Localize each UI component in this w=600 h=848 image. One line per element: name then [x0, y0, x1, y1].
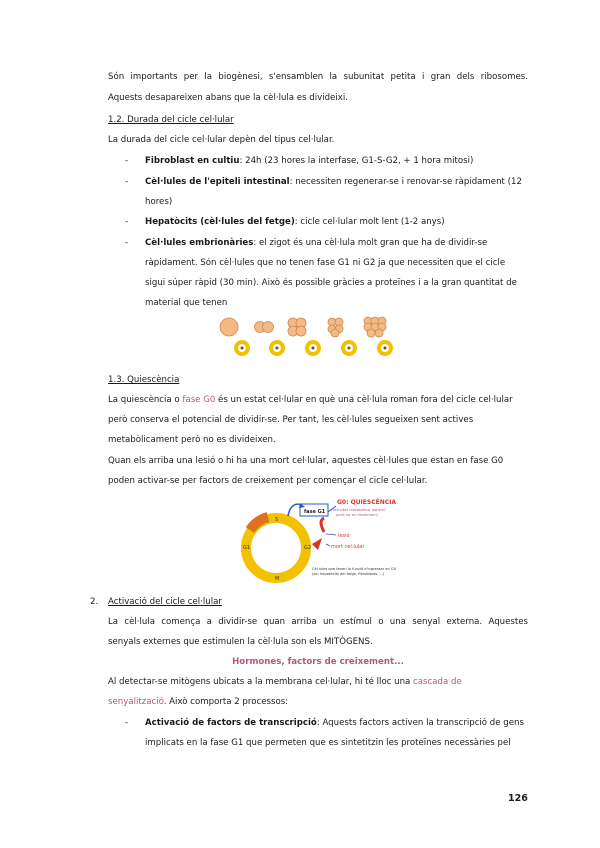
intro-line-2: Aquests desapareixen abans que la cèl·lula es divideixi. — [108, 93, 348, 103]
bullet-term: Activació de factors de transcripció — [145, 718, 317, 728]
bullet-dash: - — [125, 177, 129, 187]
text-run: Al detectar-se mitògens ubicats a la membrana cel·lular, hi té lloc una — [108, 677, 414, 687]
bullet-hepatocits — [145, 212, 528, 232]
section-number: 2. — [90, 597, 99, 607]
paragraph-line: Quan els arriba una lesió o hi ha una mort cel·lular, aquestes cèl·lules que estan en fase G0 — [108, 456, 504, 466]
phase-letter: S — [275, 517, 279, 523]
bullet-term: Cèl·lules embrionàries — [145, 238, 254, 248]
bullet-epiteli — [145, 172, 528, 212]
bullet-dash: - — [125, 238, 129, 248]
text-run: és un estat cel·lular en què una cèl·lula roman fora del cicle cel·lular — [215, 395, 513, 405]
bullet-term: Hepatòcits (cèl·lules del fetge) — [145, 217, 295, 227]
heading-1-3: 1.3. Quiescència — [108, 375, 180, 385]
bullet-text: : 24h (23 hores la interfase, G1-S-G2, + 1 hora mitosi) — [239, 156, 474, 166]
bullet-text: ràpidament. Són cèl·lules que no tenen fase G1 ni G2 ja que necessiten que el cicle — [145, 258, 506, 268]
intro-line-1: Són importants per la biogènesi, s'ensamblen la subunitat petita i gran dels ribosomes. — [108, 72, 528, 82]
text-run: La quiescència o — [108, 395, 183, 405]
phase-letter: G2 — [304, 545, 312, 551]
page-number: 126 — [508, 793, 528, 804]
figure-caption: Cèl·lules que tenen la funció d'ingressar en G0 — [312, 567, 396, 571]
bullet-dash: - — [125, 718, 129, 728]
heading-1-2: 1.2. Durada del cicle cel·lular — [108, 115, 234, 125]
bullet-text: hores) — [145, 197, 173, 207]
figure-caption: (ex: hepatòcits del fetge, fibroblasts, ...) — [312, 572, 385, 576]
g0-subtitle: (activitat metabòlica normal, — [331, 507, 387, 512]
hormones-callout: Hormones, factors de creixement... — [232, 657, 404, 667]
bullet-dash: - — [125, 217, 129, 227]
bullet-text: : el zigot és una cèl·lula molt gran que ha de dividir-se — [253, 238, 488, 248]
highlight-cascada: cascada de — [413, 677, 462, 687]
bullet-text: : Aquests factors activen la transcripció de gens — [316, 718, 524, 728]
cell-cycle-g0-diagram — [228, 494, 423, 586]
bullet-dash: - — [125, 156, 129, 166]
paragraph-mitogens — [108, 672, 528, 692]
bullet-fibroblast — [145, 151, 528, 171]
red-arrow — [321, 518, 324, 532]
bullet-text: material que tenen — [145, 298, 228, 308]
bullet-embrionaries — [145, 233, 528, 313]
g0-title: G0: QUIESCÈNCIA — [337, 499, 397, 506]
paragraph-line: poden activar-se per factors de creixement per començar el cicle cel·lular. — [108, 476, 428, 486]
heading-2: Activació del cicle cel·lular — [108, 597, 222, 607]
g0-subtitle: però no es divideixen) — [336, 512, 379, 517]
mort-label: mort cel·lular — [331, 544, 365, 550]
paragraph-quiescencia — [108, 390, 528, 410]
paragraph-line: senyals externes que estimulen la cèl·lula son els MITÒGENS. — [108, 637, 373, 647]
bullet-text: : cicle cel·lular molt lent (1-2 anys) — [294, 217, 445, 227]
zygote-cell — [220, 318, 238, 336]
bullet-text: implicats en la fase G1 que permeten que es sintetitzin les proteïnes necessàries pel — [145, 738, 511, 748]
bullet-text: sigui súper ràpid (30 min). Això és possible gràcies a proteïnes i a la gran quantitat de — [145, 278, 517, 288]
text-run: . Això comporta 2 processos: — [163, 697, 289, 707]
bullet-term: Fibroblast en cultiu — [145, 156, 240, 166]
g1-box-label: fase G1 — [304, 509, 326, 515]
paragraph-durada: La durada del cicle cel·lular depèn del tipus cel·lular. — [108, 135, 335, 145]
phase-letter: G1 — [243, 545, 251, 551]
paragraph-line — [108, 692, 528, 712]
lesio-label: lesió — [338, 533, 350, 539]
highlight-senyalitzacio: senyalització — [108, 697, 164, 707]
embryo-cleavage-figure — [215, 315, 400, 363]
phase-letter: M — [275, 576, 280, 582]
paragraph-line: La cèl·lula comença a dividir-se quan arriba un estímul o una senyal externa. Aquestes — [108, 617, 528, 627]
paragraph-line: metabòlicament però no es divideixen. — [108, 435, 276, 445]
bullet-factors-transcripcio — [145, 713, 528, 753]
bullet-text: : necessiten regenerar-se i renovar-se ràpidament (12 — [289, 177, 522, 187]
red-arrow-head — [312, 538, 322, 550]
paragraph-line: però conserva el potencial de dividir-se. Per tant, les cèl·lules segueixen sent actives — [108, 415, 474, 425]
highlight-fase-g0: fase G0 — [182, 395, 216, 405]
bullet-term: Cèl·lules de l'epiteli intestinal — [145, 177, 290, 187]
